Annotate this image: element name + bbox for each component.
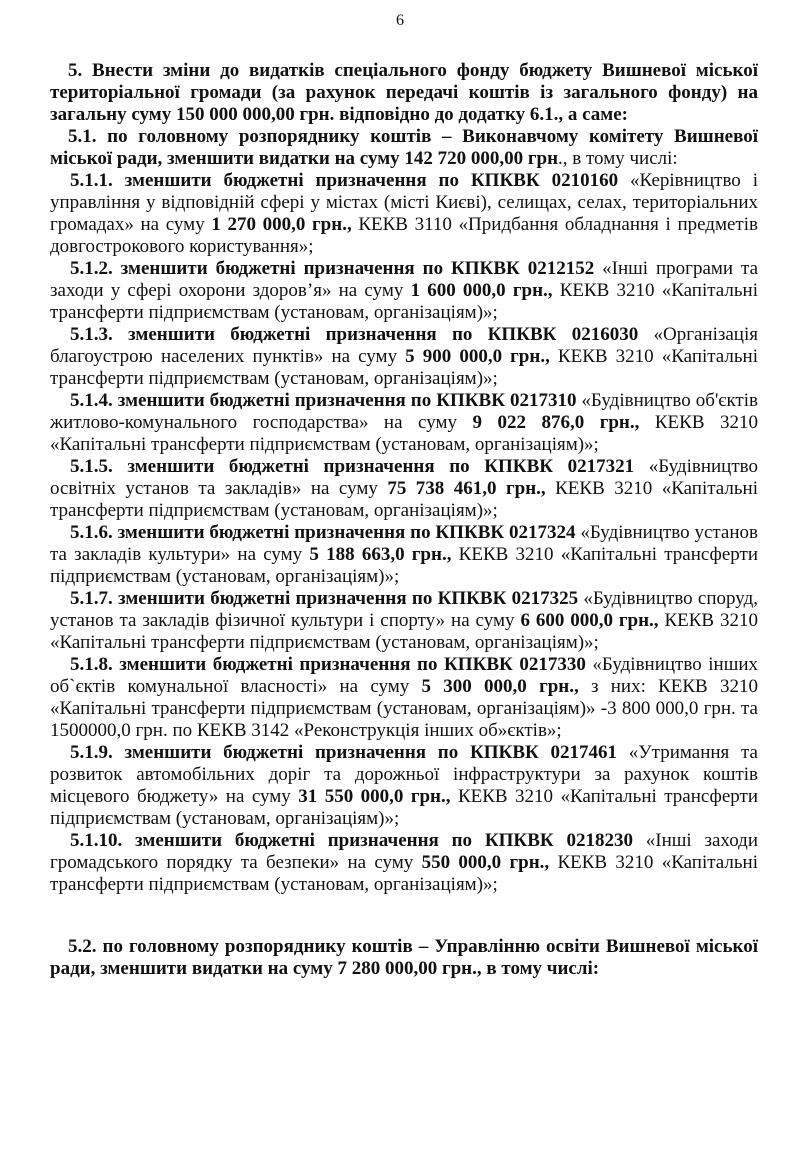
item-5-1-2 xyxy=(50,258,758,324)
item-5-1-6 xyxy=(50,522,758,588)
item-desc: «Утримання та розвиток автомобільних доріг та дорожньої інфраструктури за рахунок коштів місцевого бюджету» на суму xyxy=(50,742,758,807)
item-tail: КЕКВ 3210 «Капітальні трансферти підприємствам (установам, організаціям)»; xyxy=(50,346,758,389)
page-number: 6 xyxy=(396,12,404,29)
item-desc: «Будівництво установ та закладів культури» на суму xyxy=(50,522,758,565)
item-5-1-1 xyxy=(50,170,758,258)
item-lead: 5.1.9. зменшити бюджетні призначення по КПКВК 0217461 xyxy=(70,742,617,763)
item-desc: «Організація благоустрою населених пунктів» на суму xyxy=(50,324,758,367)
item-desc: «Будівництво споруд, установ та закладів фізичної культури і спорту» на суму xyxy=(50,588,758,631)
item-tail: КЕКВ 3210 «Капітальні трансферти підприємствам (установам, організаціям)»; xyxy=(50,412,759,455)
item-amount: 5 188 663,0 грн., xyxy=(309,544,452,565)
item-tail: КЕКВ 3210 «Капітальні трансферти підприємствам (установам, організаціям)»; xyxy=(50,280,758,323)
section-5-1-rest: ., в тому числі: xyxy=(558,148,678,169)
item-lead: 5.1.8. зменшити бюджетні призначення по КПКВК 0217330 xyxy=(70,654,586,675)
item-desc: «Будівництво об'єктів житлово-комунального господарства» на суму xyxy=(50,390,758,433)
item-5-1-4 xyxy=(50,390,758,456)
section-5-2-paragraph xyxy=(50,936,758,980)
item-lead: 5.1.7. зменшити бюджетні призначення по КПКВК 0217325 xyxy=(70,588,579,609)
item-tail: КЕКВ 3210 «Капітальні трансферти підприємствам (установам, організаціям)»; xyxy=(50,610,759,653)
item-lead: 5.1.6. зменшити бюджетні призначення по КПКВК 0217324 xyxy=(70,522,576,543)
item-desc: «Будівництво інших об`єктів комунальної власності» на суму xyxy=(50,654,758,697)
item-amount: 5 900 000,0 грн., xyxy=(405,346,550,367)
section-5-1-bold: 5.1. по головному розпоряднику коштів – Виконавчому комітету Вишневої міської ради, зменшити видатки на суму 142 720 000,00 грн xyxy=(50,126,758,169)
item-tail: з них: КЕКВ 3210 «Капітальні трансферти підприємствам (установам, організаціям)» -3 800 000,0 грн. та 1500000,0 грн. по КЕКВ 3142 «Реконструкція інших об»єктів»; xyxy=(50,676,758,741)
item-tail: КЕКВ 3210 «Капітальні трансферти підприємствам (установам, організаціям)»; xyxy=(50,478,758,521)
item-5-1-9 xyxy=(50,742,758,830)
item-amount: 6 600 000,0 грн., xyxy=(520,610,659,631)
section-5-text: 5. Внести зміни до видатків спеціального фонду бюджету Вишневої міської територіальної громади (за рахунок передачі коштів із загального фонду) на загальну суму 150 000 000,00 грн. відповідно до додатку 6.1., а саме: xyxy=(50,60,758,125)
item-tail: КЕКВ 3210 «Капітальні трансферти підприємствам (установам, організаціям)»; xyxy=(50,852,758,895)
item-amount: 1 600 000,0 грн., xyxy=(410,280,553,301)
item-amount: 31 550 000,0 грн., xyxy=(298,786,451,807)
item-lead: 5.1.4. зменшити бюджетні призначення по КПКВК 0217310 xyxy=(70,390,577,411)
item-lead: 5.1.10. зменшити бюджетні призначення по КПКВК 0218230 xyxy=(70,830,633,851)
section-5-1-paragraph xyxy=(50,126,758,170)
item-desc: «Керівництво і управління у відповідній сфері у містах (місті Києві), селищах, селах, територіальних громадах» на суму xyxy=(50,170,759,235)
item-amount: 1 270 000,0 грн., xyxy=(211,214,352,235)
item-tail: КЕКВ 3110 «Придбання обладнання і предметів довгострокового користування»; xyxy=(50,214,758,257)
item-amount: 75 738 461,0 грн., xyxy=(387,478,546,499)
item-desc: «Будівництво освітніх установ та закладів» на суму xyxy=(50,456,758,499)
item-5-1-3 xyxy=(50,324,758,390)
document-body xyxy=(50,60,758,980)
item-5-1-10 xyxy=(50,830,758,896)
item-lead: 5.1.2. зменшити бюджетні призначення по КПКВК 0212152 xyxy=(70,258,595,279)
section-5-2-text: 5.2. по головному розпоряднику коштів – Управлінню освіти Вишневої міської ради, зменшити видатки на суму 7 280 000,00 грн., в тому числі: xyxy=(50,936,758,979)
item-5-1-7 xyxy=(50,588,758,654)
item-lead: 5.1.5. зменшити бюджетні призначення по КПКВК 0217321 xyxy=(70,456,635,477)
item-5-1-8 xyxy=(50,654,758,742)
item-lead: 5.1.1. зменшити бюджетні призначення по КПКВК 0210160 xyxy=(70,170,619,191)
item-lead: 5.1.3. зменшити бюджетні призначення по КПКВК 0216030 xyxy=(70,324,639,345)
item-desc: «Інші програми та заходи у сфері охорони здоров’я» на суму xyxy=(50,258,758,301)
section-5-paragraph xyxy=(50,60,758,126)
item-desc: «Інші заходи громадського порядку та безпеки» на суму xyxy=(50,830,758,873)
item-amount: 9 022 876,0 грн., xyxy=(472,412,640,433)
item-tail: КЕКВ 3210 «Капітальні трансферти підприємствам (установам, організаціям)»; xyxy=(50,544,758,587)
item-5-1-5 xyxy=(50,456,758,522)
item-amount: 5 300 000,0 грн., xyxy=(421,676,579,697)
item-tail: КЕКВ 3210 «Капітальні трансферти підприємствам (установам, організаціям)»; xyxy=(50,786,758,829)
item-amount: 550 000,0 грн., xyxy=(421,852,550,873)
